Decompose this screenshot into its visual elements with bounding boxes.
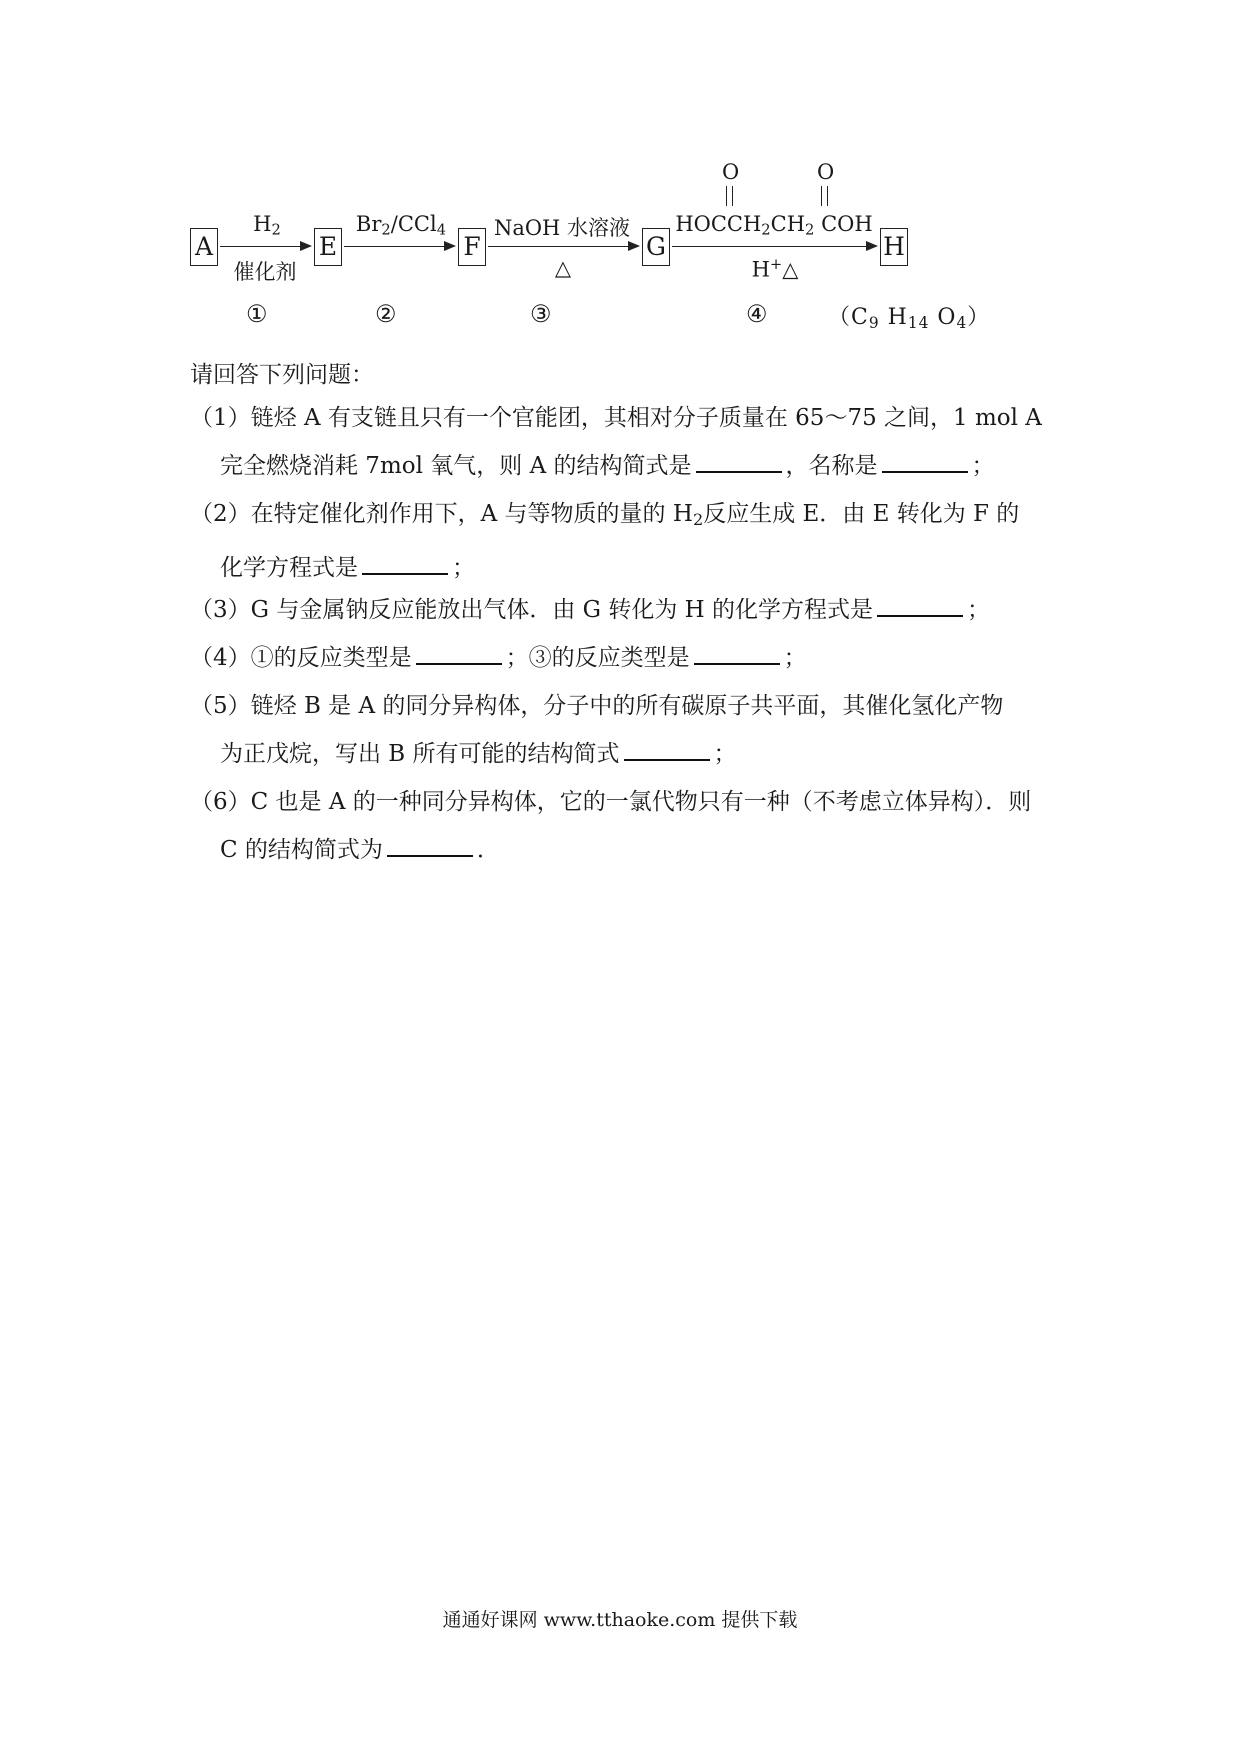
compound-a-box: A: [190, 228, 218, 266]
intro-text: 请回答下列问题：: [190, 362, 374, 388]
answer-blank[interactable]: [694, 641, 780, 665]
q6-line1: （6）C 也是 A 的一种同分异构体，它的一氯代物只有一种（不考虑立体异构）．则: [190, 789, 1032, 815]
step-label-1: ①: [246, 300, 268, 328]
arrow-step-2: [344, 246, 454, 247]
compound-g-box: G: [642, 228, 670, 266]
answer-blank[interactable]: [877, 593, 963, 617]
q1-line1: （1）链烃 A 有支链且只有一个官能团，其相对分子质量在 65～75 之间，1 mol A: [190, 405, 1042, 431]
answer-blank[interactable]: [362, 551, 448, 575]
compound-h-box: H: [880, 228, 908, 266]
q5-line2: 为正戊烷，写出 B 所有可能的结构简式 ；: [190, 730, 1070, 778]
carbonyl-oxygen-1: O: [722, 160, 740, 184]
question-2: [190, 490, 1070, 592]
arrow2-reagent: $Br_2/CCl_4$: [355, 212, 447, 239]
arrow1-reagent: $H_2$: [253, 212, 281, 239]
q2-line1: （2）在特定催化剂作用下，A 与等物质的量的 $H_2$反应生成 E．由 E 转化为 F 的: [190, 501, 1020, 530]
double-bond-2: [821, 186, 828, 206]
q1-line2: 完全燃烧消耗 7mol 氧气，则 A 的结构简式是 ，名称是 ；: [190, 442, 1070, 490]
step-label-3: ③: [530, 300, 552, 328]
carbonyl-oxygen-2: O: [817, 160, 835, 184]
footer-source: 通通好课网 www.tthaoke.com 提供下载: [442, 1609, 798, 1631]
arrow-step-3: [488, 246, 638, 247]
question-4: [190, 634, 1070, 682]
arrow4-reagent: $HOCCH_2CH_2$ COH: [675, 212, 873, 239]
molecular-formula-h: （$C_9$ $H_{14}$ $O_4$）: [828, 305, 991, 332]
arrow3-reagent: NaOH 水溶液: [493, 216, 631, 240]
step-label-2: ②: [375, 300, 397, 328]
q6-line2: C 的结构简式为 ．: [190, 826, 1070, 874]
compound-e-box: E: [314, 228, 342, 266]
answer-blank[interactable]: [416, 641, 502, 665]
q3-line1: （3）G 与金属钠反应能放出气体．由 G 转化为 H 的化学方程式是 ；: [190, 586, 1070, 634]
question-5: [190, 682, 1070, 778]
answer-blank[interactable]: [882, 449, 968, 473]
step-label-4: ④: [746, 300, 768, 328]
q4-line1: （4）①的反应类型是 ；③的反应类型是 ；: [190, 634, 1070, 682]
arrow-step-4: [672, 246, 876, 247]
arrow-step-1: [220, 246, 310, 247]
answer-blank[interactable]: [387, 833, 473, 857]
compound-f-box: F: [458, 228, 486, 266]
reaction-scheme: [190, 160, 1070, 335]
arrow4-conditions: H+△: [751, 256, 799, 282]
answer-blank[interactable]: [624, 737, 710, 761]
arrow3-heat: △: [554, 256, 572, 280]
question-3: [190, 586, 1070, 634]
question-1: [190, 394, 1070, 490]
q5-line1: （5）链烃 B 是 A 的同分异构体，分子中的所有碳原子共平面，其催化氢化产物: [190, 693, 1004, 719]
double-bond-1: [726, 186, 733, 206]
answer-blank[interactable]: [696, 449, 782, 473]
question-6: [190, 778, 1070, 874]
arrow1-catalyst: 催化剂: [233, 260, 297, 284]
q2-line2: 化学方程式是 ；: [190, 544, 1070, 592]
